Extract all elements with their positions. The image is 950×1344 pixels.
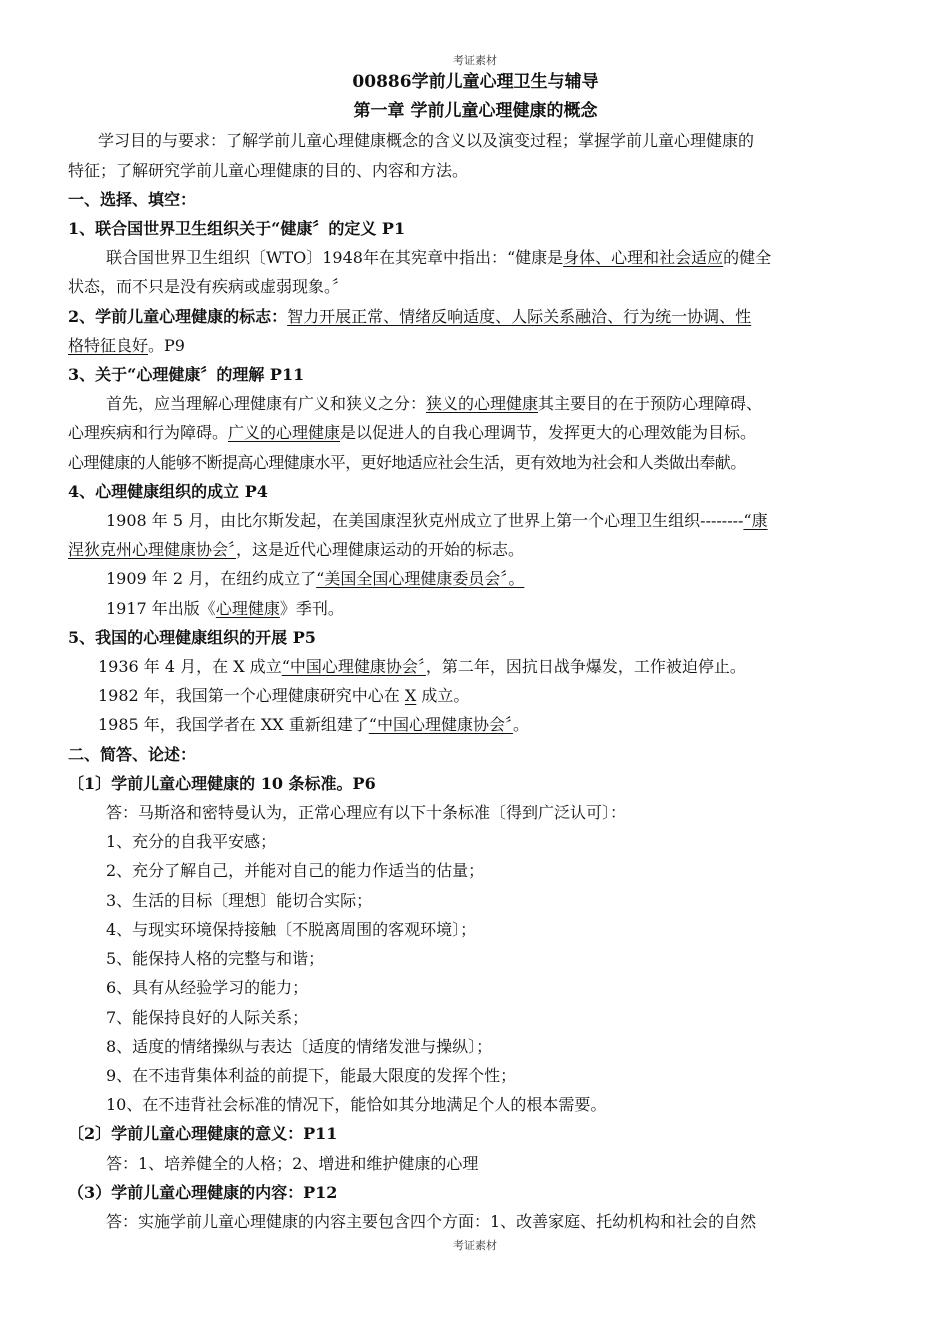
page-footer: 考证素材 (453, 1239, 497, 1252)
section-heading-1: 一、选择、填空： (68, 189, 197, 209)
q3-text-b: 其主要目的在于预防心理障碍、 (538, 394, 763, 414)
page-header: 考证素材 (453, 54, 497, 67)
q2-line-2 (68, 331, 883, 360)
document-title: 00886学前儿童心理卫生与辅导 (352, 72, 599, 92)
list-item: 2、充分了解自己，并能对自己的能力作适当的估量； (106, 861, 485, 881)
q1-text-b: 的健全 (723, 248, 772, 268)
q3-text-d: 是以促进人的自我心理调节，发挥更大的心理效能为目标。 (340, 423, 757, 443)
q3-line-3: 心理健康的人能够不断提高心理健康水平，更好地适应社会生活，更有效地为社会和人类做出奉献。 (68, 452, 746, 472)
q5-heading: 5、我国的心理健康组织的开展 P5 (68, 627, 316, 647)
q3-text-c: 心理疾病和行为障碍。 (68, 423, 229, 443)
s3-answer: 答：实施学前儿童心理健康的内容主要包含四个方面：1、改善家庭、托幼机构和社会的自然 (106, 1211, 757, 1231)
q5-text-b: ，第二年，因抗日战争爆发，工作被迫停止。 (425, 657, 746, 677)
q1-heading: 1、联合国世界卫生组织关于“健康〞的定义 P1 (68, 219, 406, 239)
q1-line-1 (68, 243, 883, 272)
list-item: 3、生活的目标〔理想〕能切合实际； (106, 890, 373, 910)
list-item: 10、在不违背社会标准的情况下，能恰如其分地满足个人的根本需要。 (106, 1095, 607, 1115)
intro-line-2: 特征；了解研究学前儿童心理健康的目的、内容和方法。 (68, 160, 469, 180)
q1-underlined: 身体、心理和社会适应 (563, 248, 724, 268)
s1-heading: 〔1〕学前儿童心理健康的 10 条标准。P6 (68, 773, 376, 793)
q1-text-a: 联合国世界卫生组织〔WTO〕1948年在其宪章中指出：“健康是 (106, 248, 564, 268)
intro-line-1: 学习目的与要求：了解学前儿童心理健康概念的含义以及演变过程；掌握学前儿童心理健康的 (98, 131, 755, 151)
q4-underlined-3: “美国全国心理健康委员会〞。 (316, 569, 525, 589)
list-item: 6、具有从经验学习的能力； (106, 978, 309, 998)
q4-line-2 (68, 535, 883, 564)
q2-tail: 。P9 (148, 335, 185, 355)
q5-line-2 (68, 681, 883, 710)
q4-text-b: ，这是近代心理健康运动的开始的标志。 (236, 540, 525, 560)
list-item: 9、在不违背集体利益的前提下，能最大限度的发挥个性； (106, 1065, 517, 1085)
q5-line-1 (68, 652, 883, 681)
q2-line-1 (68, 302, 883, 331)
q3-text-a: 首先，应当理解心理健康有广义和狭义之分： (106, 394, 427, 414)
list-item: 7、能保持良好的人际关系； (106, 1007, 309, 1027)
q5-underlined-2: X (404, 686, 417, 706)
list-item: 5、能保持人格的完整与和谐； (106, 949, 325, 969)
q2-underlined-2: 格特征良好 (68, 335, 149, 355)
section-heading-2: 二、简答、论述： (68, 744, 197, 764)
q4-text-a: 1908 年 5 月，由比尔斯发起，在美国康涅狄克州成立了世界上第一个心理卫生组织-------- (106, 511, 744, 531)
s2-heading: 〔2〕学前儿童心理健康的意义：P11 (68, 1124, 338, 1144)
q5-line-3 (68, 710, 883, 739)
q5-underlined-3: “中国心理健康协会〞 (368, 715, 513, 735)
list-item: 1、充分的自我平安感； (106, 832, 277, 852)
q4-underlined-4: 心理健康 (215, 598, 280, 618)
chapter-title: 第一章 学前儿童心理健康的概念 (353, 101, 598, 122)
q3-underlined-1: 狭义的心理健康 (426, 394, 539, 414)
q3-line-2 (68, 418, 883, 447)
q4-line-4 (68, 594, 883, 623)
q5-text-e: 1985 年，我国学者在 XX 重新组建了 (98, 715, 369, 735)
q5-text-f: 。 (512, 715, 529, 735)
list-item: 8、适度的情绪操纵与表达〔适度的情绪发泄与操纵〕； (106, 1036, 493, 1056)
s2-answer: 答：1、培养健全的人格；2、增进和维护健康的心理 (106, 1153, 479, 1173)
q3-underlined-2: 广义的心理健康 (228, 423, 341, 443)
list-item: 4、与现实环境保持接触〔不脱离周围的客观环境〕； (106, 919, 477, 939)
page-content (68, 68, 883, 1236)
q4-text-c: 1909 年 2 月，在纽约成立了 (106, 569, 317, 589)
q5-text-c: 1982 年，我国第一个心理健康研究中心在 (98, 686, 405, 706)
q4-text-e: 》季刊。 (279, 598, 344, 618)
q4-underlined-1: “康 (743, 511, 768, 531)
q3-heading: 3、关于“心理健康〞的理解 P11 (68, 365, 305, 385)
q4-text-d: 1917 年出版《 (106, 598, 216, 618)
s3-heading: （3）学前儿童心理健康的内容：P12 (68, 1182, 338, 1202)
q4-underlined-2: 涅狄克州心理健康协会〞 (68, 540, 237, 560)
q4-line-1 (68, 506, 883, 535)
q2-underlined-1: 智力开展正常、情绪反响适度、人际关系融洽、行为统一协调、性 (287, 306, 752, 326)
q4-line-3 (68, 564, 883, 593)
q4-heading: 4、心理健康组织的成立 P4 (68, 481, 268, 501)
q5-text-a: 1936 年 4 月，在 X 成立 (98, 657, 282, 677)
s1-answer: 答：马斯洛和密特曼认为，正常心理应有以下十条标准〔得到广泛认可〕： (106, 803, 627, 823)
q5-text-d: 成立。 (416, 686, 470, 706)
q3-line-1 (68, 389, 883, 418)
q2-heading: 2、学前儿童心理健康的标志： (68, 306, 288, 326)
q1-line-2: 状态，而不只是没有疾病或虚弱现象。〞 (68, 277, 349, 297)
q5-underlined-1: “中国心理健康协会〞 (281, 657, 426, 677)
